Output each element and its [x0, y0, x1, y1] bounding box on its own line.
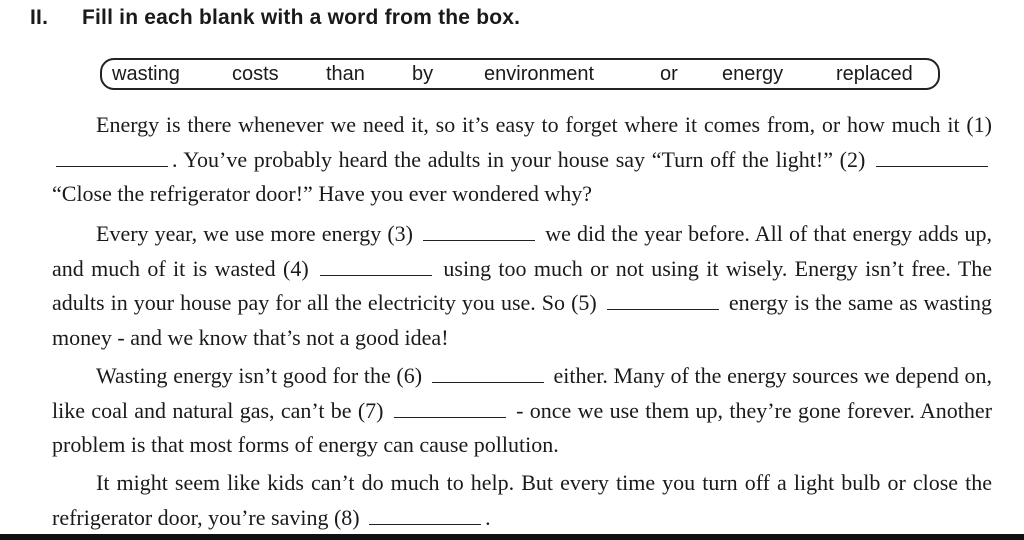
- exercise-number: II.: [30, 6, 49, 29]
- blank-1: [56, 148, 168, 167]
- paragraph-3: Wasting energy isn’t good for the (6) either. Many of the energy sources we depend on, like coal and natural gas, can’t be (7) - once we use them up, they’re gone forever. Another problem is that most forms of energy can cause pollution.: [52, 363, 993, 457]
- word-box-item: than: [326, 63, 365, 85]
- paragraph-4: It might seem like kids can’t do much to help. But every time you turn off a light bulb or close the refrigerator door, you’re saving (8) .: [52, 470, 992, 530]
- word-box-item: costs: [232, 63, 279, 85]
- blank-6: [432, 364, 544, 383]
- exercise-instruction: Fill in each blank with a word from the box.: [82, 6, 521, 29]
- blank-5: [607, 291, 719, 310]
- word-box-item: energy: [722, 63, 784, 85]
- word-box: [100, 58, 940, 90]
- word-box-item: or: [660, 63, 678, 85]
- blank-4: [320, 257, 432, 276]
- blank-7: [394, 399, 506, 418]
- paragraph-2: Every year, we use more energy (3) we did the year before. All of that energy adds up, and much of it is wasted (4) using too much or not using it wisely. Energy isn’t free. The adults in your house pay for all the electricity you use. So (5) energy is the same as wasting money - and we know that’s not a good idea!: [52, 221, 993, 350]
- exercise-heading: [30, 6, 520, 30]
- word-box-item: environment: [484, 63, 595, 85]
- blank-2: [876, 148, 988, 167]
- paragraph-1: Energy is there whenever we need it, so it’s easy to forget where it comes from, or how much it (1) . You’ve probably heard the adults in your house say “Turn off the light!” (2) “Close the refrigerator door!” Have you ever wondered why?: [52, 112, 992, 206]
- bottom-edge: [0, 534, 1024, 540]
- word-box-item: replaced: [836, 63, 913, 85]
- blank-8: [369, 506, 481, 525]
- blank-3: [423, 222, 535, 241]
- word-box-item: by: [412, 63, 434, 85]
- word-box-item: wasting: [112, 63, 180, 85]
